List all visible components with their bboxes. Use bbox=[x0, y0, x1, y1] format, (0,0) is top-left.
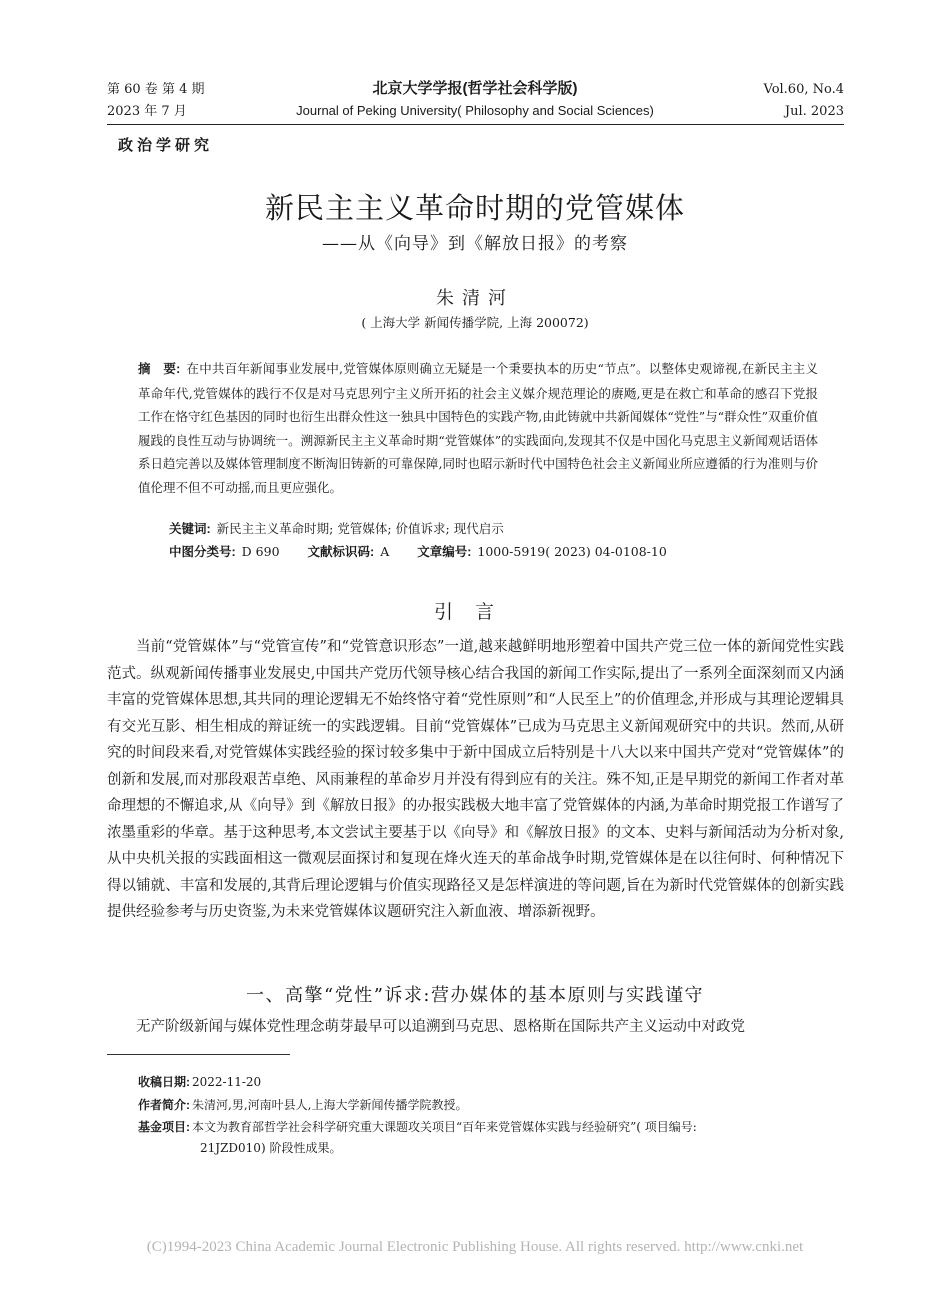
article-number-label: 文章编号: bbox=[417, 545, 472, 559]
issue-date: 2023 年 7 月 bbox=[107, 104, 187, 119]
cnki-watermark: (C)1994-2023 China Academic Journal Electronic Publishing House. All rights reserved. http://www.cnki.net bbox=[146, 1239, 804, 1255]
article-number-value: 1000-5919( 2023) 04-0108-10 bbox=[477, 544, 667, 559]
abstract-text: 在中共百年新闻事业发展中,党管媒体原则确立无疑是一个秉要执本的历史“节点”。以整体史观谛视,在新民主主义革命年代,党管媒体的践行不仅是对马克思列宁主义所开拓的社会主义媒介规范理论的赓飏,更是在救亡和革命的感召下党报工作在恪守红色基因的同时也衍生出群众性这一独具中国特色的实践产物,由此铸就中共新闻媒体“党性”与“群众性”双重价值履践的良性互动与协调统一。溯源新民主主义革命时期“党管媒体”的实践面向,发现其不仅是中国化马克思主义新闻观话语体系日趋完善以及媒体管理制度不断淘旧铸新的可靠保障,同时也昭示新时代中国特色社会主义新闻业所应遵循的行为准则与价值伦理不但不可动摇,而且更应强化。 bbox=[138, 361, 818, 495]
article-subtitle: ——从《向导》到《解放日报》的考察 bbox=[322, 234, 628, 254]
clc-label: 中图分类号: bbox=[169, 545, 236, 559]
abstract bbox=[138, 357, 818, 499]
footnote-fund bbox=[138, 1117, 848, 1159]
volume-number: Vol.60, No.4 bbox=[763, 82, 844, 97]
doc-code-value: A bbox=[380, 544, 390, 559]
keywords-label: 关键词: bbox=[169, 522, 211, 536]
fund-label: 基金项目: bbox=[138, 1120, 190, 1134]
section-1-first-line: 无产阶级新闻与媒体党性理念萌芽最早可以追溯到马克思、恩格斯在国际共产主义运动中对政党 bbox=[136, 1019, 745, 1035]
publication-month: Jul. 2023 bbox=[784, 104, 844, 119]
received-date: 2022-11-20 bbox=[192, 1075, 262, 1089]
keywords-text: 新民主主义革命时期; 党管媒体; 价值诉求; 现代启示 bbox=[216, 521, 504, 536]
doc-code-label: 文献标识码: bbox=[307, 545, 375, 559]
footnote-received bbox=[138, 1072, 848, 1093]
section-1-heading: 一、高擎“党性”诉求:营办媒体的基本原则与实践谨守 bbox=[246, 985, 704, 1006]
journal-title-en: Journal of Peking University( Philosophy and Social Sciences) bbox=[296, 103, 654, 118]
issue-volume: 第 60 卷 第 4 期 bbox=[107, 82, 205, 97]
fund-text-continued: 21JZD010) 阶段性成果。 bbox=[200, 1141, 342, 1155]
author-name: 朱清河 bbox=[436, 288, 514, 309]
author-affiliation: ( 上海大学 新闻传播学院, 上海 200072) bbox=[361, 315, 589, 330]
received-label: 收稿日期: bbox=[138, 1075, 190, 1089]
footnote-author bbox=[138, 1095, 848, 1116]
journal-title-cn: 北京大学学报(哲学社会科学版) bbox=[372, 80, 578, 97]
footnote-rule bbox=[107, 1054, 290, 1055]
classification-line bbox=[169, 542, 667, 562]
author-bio: 朱清河,男,河南叶县人,上海大学新闻传播学院教授。 bbox=[192, 1098, 468, 1112]
intro-paragraph: 当前“党管媒体”与“党管宣传”和“党管意识形态”一道,越来越鲜明地形塑着中国共产党三位一体的新闻党性实践范式。纵观新闻传播事业发展史,中国共产党历代领导核心结合我国的新闻工作实际,提出了一系列全面深刻而又内涵丰富的党管媒体思想,其共同的理论逻辑无不始终恪守着“党性原则”和“人民至上”的价值理念,并形成与其理论逻辑具有交光互影、相生相成的辩证统一的实践逻辑。目前“党管媒体”已成为马克思主义新闻观研究中的共识。然而,从研究的时间段来看,对党管媒体实践经验的探讨较多集中于新中国成立后特别是十八大以来中国共产党对“党管媒体”的创新和发展,而对那段艰苦卓绝、风雨兼程的革命岁月并没有得到应有的关注。殊不知,正是早期党的新闻工作者对革命理想的不懈追求,从《向导》到《解放日报》的办报实践极大地丰富了党管媒体的内涵,为革命时期党报工作谱写了浓墨重彩的华章。基于这种思考,本文尝试主要基于以《向导》和《解放日报》的文本、史料与新闻活动为分析对象,从中央机关报的实践面相这一微观层面探讨和复现在烽火连天的革命战争时期,党管媒体是在以往何时、何种情况下得以铺就、丰富和发展的,其背后理论逻辑与价值实现路径又是怎样演进的等问题,旨在为新时代党管媒体的创新实践提供经验参考与历史资鉴,为未来党管媒体议题研究注入新血液、增添新视野。 bbox=[107, 639, 844, 920]
clc-value: D 690 bbox=[241, 544, 280, 559]
section-tag: 政治学研究 bbox=[118, 137, 214, 154]
intro-heading: 引言 bbox=[433, 601, 516, 623]
abstract-label: 摘 要: bbox=[138, 362, 181, 376]
article-title: 新民主主义革命时期的党管媒体 bbox=[264, 191, 685, 225]
header-rule bbox=[107, 124, 844, 125]
fund-text: 本文为教育部哲学社会科学研究重大课题攻关项目“百年来党管媒体实践与经验研究”( 项目编号: bbox=[192, 1120, 697, 1134]
keywords bbox=[169, 519, 504, 539]
author-bio-label: 作者简介: bbox=[138, 1098, 190, 1112]
